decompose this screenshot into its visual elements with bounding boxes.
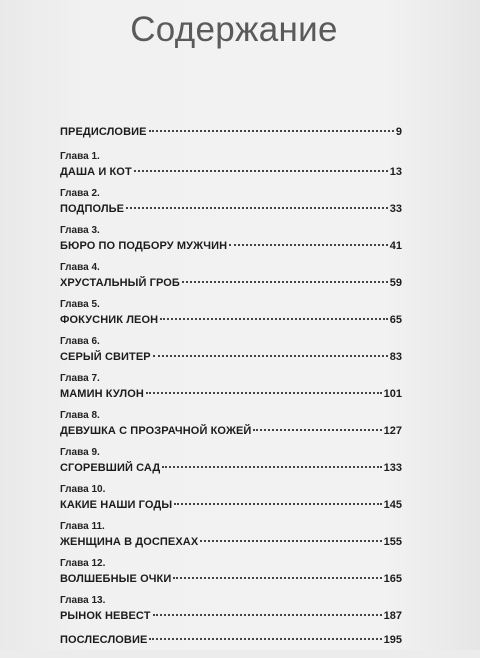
- dot-leader: [149, 637, 381, 640]
- toc-entry-preface[interactable]: [60, 123, 402, 150]
- toc-entry-chapter-11[interactable]: [60, 520, 402, 557]
- dot-leader: [182, 280, 388, 283]
- dot-leader: [173, 576, 381, 579]
- toc-entry-chapter-1[interactable]: [60, 150, 402, 187]
- dot-leader: [162, 465, 381, 468]
- entry-title: КАКИЕ НАШИ ГОДЫ: [60, 499, 173, 511]
- entry-line: [60, 274, 402, 292]
- chapter-label: Глава 4.: [60, 262, 100, 273]
- toc-entry-chapter-7[interactable]: [60, 372, 402, 409]
- dot-leader: [253, 428, 381, 431]
- entry-title: СГОРЕВШИЙ САД: [60, 462, 161, 474]
- dot-leader: [229, 243, 388, 246]
- toc-entry-afterword[interactable]: [60, 631, 402, 658]
- page-number: 65: [389, 314, 402, 326]
- entry-line: [60, 237, 402, 255]
- entry-line: [60, 496, 402, 514]
- chapter-label: Глава 8.: [60, 410, 100, 421]
- chapter-label: Глава 11.: [60, 521, 105, 532]
- dot-leader: [160, 317, 388, 320]
- dot-leader: [174, 502, 381, 505]
- chapter-label: Глава 7.: [60, 373, 100, 384]
- page-number: 41: [389, 240, 402, 252]
- entry-line: [60, 607, 402, 625]
- toc-entry-chapter-10[interactable]: [60, 483, 402, 520]
- page-number: 127: [383, 425, 402, 437]
- chapter-label: Глава 6.: [60, 336, 100, 347]
- entry-line: [60, 123, 402, 141]
- dot-leader: [126, 206, 388, 209]
- entry-title: ЖЕНЩИНА В ДОСПЕХАХ: [60, 536, 199, 548]
- entry-line: [60, 459, 402, 477]
- page-number: 59: [389, 277, 402, 289]
- toc-entry-chapter-6[interactable]: [60, 335, 402, 372]
- page-title: Содержание: [130, 10, 338, 49]
- page-number: 9: [395, 126, 402, 138]
- entry-line: [60, 631, 402, 649]
- entry-title: СЕРЫЙ СВИТЕР: [60, 351, 151, 363]
- entry-title: ДЕВУШКА С ПРОЗРАЧНОЙ КОЖЕЙ: [60, 425, 252, 437]
- dot-leader: [153, 613, 382, 616]
- entry-line: [60, 163, 402, 181]
- table-of-contents: [60, 123, 402, 658]
- toc-entry-chapter-9[interactable]: [60, 446, 402, 483]
- chapter-label: Глава 2.: [60, 188, 100, 199]
- page-number: 145: [383, 499, 402, 511]
- entry-title: МАМИН КУЛОН: [60, 388, 144, 400]
- chapter-label: Глава 13.: [60, 595, 106, 606]
- toc-entry-chapter-3[interactable]: [60, 224, 402, 261]
- page-number: 155: [383, 536, 402, 548]
- dot-leader: [200, 539, 381, 542]
- entry-title: ФОКУСНИК ЛЕОН: [60, 314, 159, 326]
- chapter-label: Глава 10.: [60, 484, 106, 495]
- toc-entry-chapter-8[interactable]: [60, 409, 402, 446]
- entry-title: БЮРО ПО ПОДБОРУ МУЖЧИН: [60, 240, 228, 252]
- page-number: 195: [383, 634, 402, 646]
- entry-line: [60, 570, 402, 588]
- toc-entry-chapter-2[interactable]: [60, 187, 402, 224]
- entry-title: ВОЛШЕБНЫЕ ОЧКИ: [60, 573, 172, 585]
- toc-entry-chapter-12[interactable]: [60, 557, 402, 594]
- entry-line: [60, 422, 402, 440]
- page-number: 33: [389, 203, 402, 215]
- toc-entry-chapter-13[interactable]: [60, 594, 402, 631]
- dot-leader: [146, 391, 382, 394]
- toc-entry-chapter-4[interactable]: [60, 261, 402, 298]
- entry-line: [60, 311, 402, 329]
- entry-title: ХРУСТАЛЬНЫЙ ГРОБ: [60, 277, 180, 289]
- chapter-label: Глава 5.: [60, 299, 100, 310]
- page-number: 13: [389, 166, 402, 178]
- chapter-label: Глава 12.: [60, 558, 106, 569]
- page-number: 133: [383, 462, 402, 474]
- dot-leader: [149, 129, 394, 132]
- entry-title: РЫНОК НЕВЕСТ: [60, 610, 151, 622]
- entry-title: ДАША И КОТ: [60, 166, 132, 178]
- dot-leader: [134, 169, 388, 172]
- chapter-label: Глава 9.: [60, 447, 100, 458]
- entry-title: ПОСЛЕСЛОВИЕ: [60, 634, 148, 646]
- entry-line: [60, 533, 402, 551]
- chapter-label: Глава 3.: [60, 225, 100, 236]
- page-number: 101: [383, 388, 402, 400]
- page-number: 83: [389, 351, 402, 363]
- entry-title: ПРЕДИСЛОВИЕ: [60, 126, 147, 138]
- entry-line: [60, 348, 402, 366]
- page-number: 187: [383, 610, 402, 622]
- entry-line: [60, 385, 402, 403]
- entry-title: ПОДПОЛЬЕ: [60, 203, 125, 215]
- dot-leader: [153, 354, 388, 357]
- entry-line: [60, 200, 402, 218]
- chapter-label: Глава 1.: [60, 151, 100, 162]
- toc-entry-chapter-5[interactable]: [60, 298, 402, 335]
- page-number: 165: [383, 573, 402, 585]
